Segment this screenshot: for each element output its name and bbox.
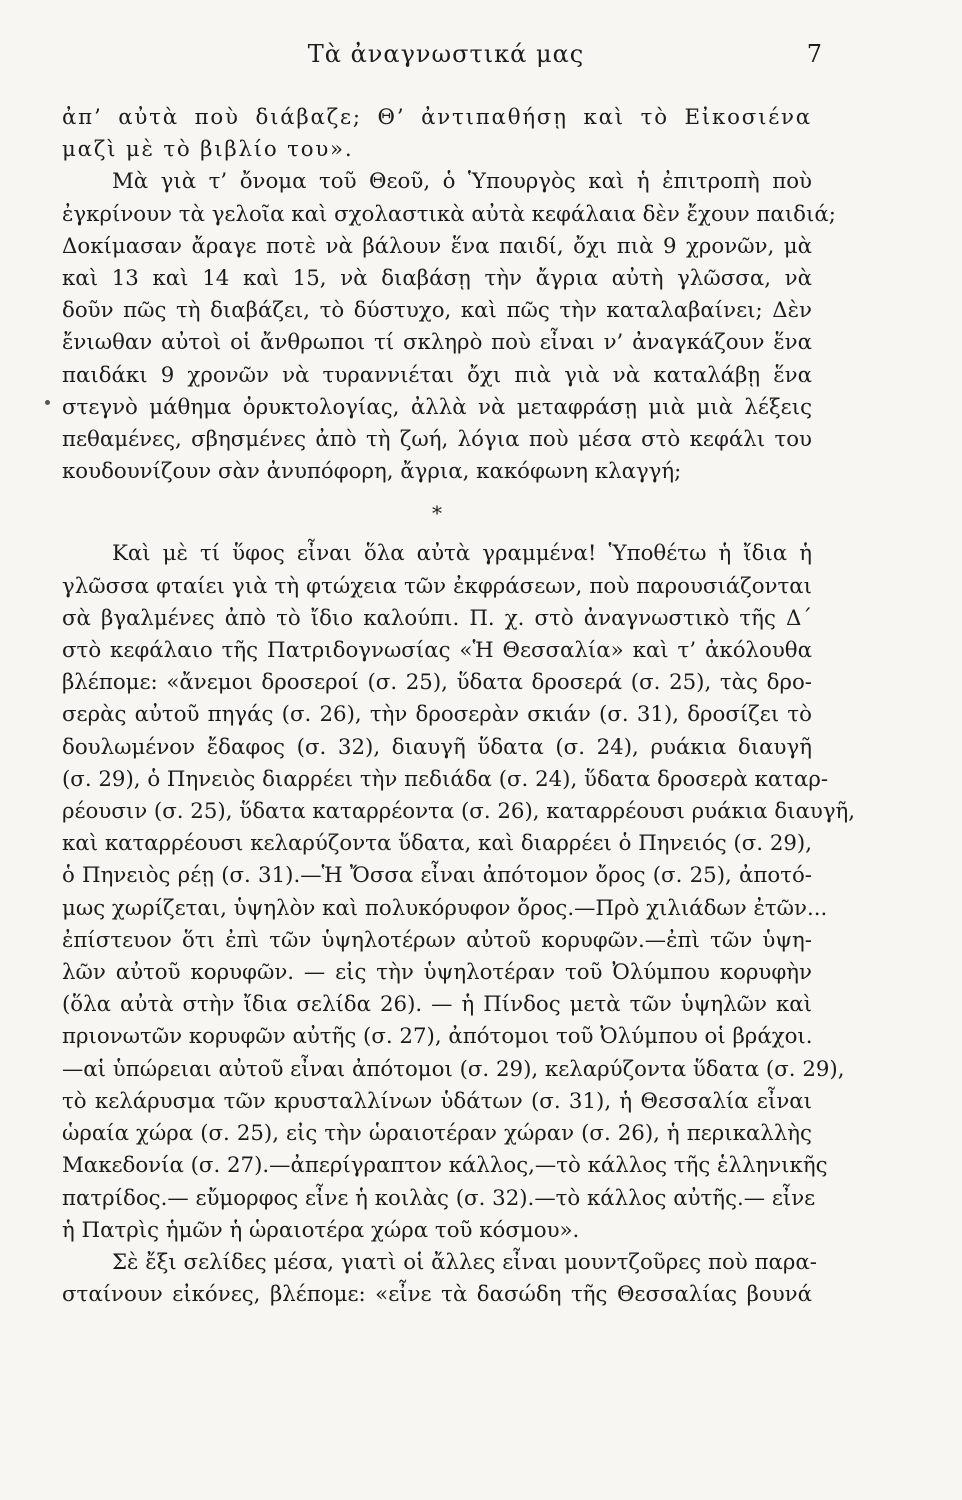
text-line: μαζὶ μὲ τὸ βιβλίο του». — [62, 137, 354, 163]
text-line: παιδάκι 9 χρονῶν νὰ τυραννιέται ὄχι πιὰ γιὰ νὰ καταλάβῃ ἕνα — [62, 362, 812, 388]
text-line: πατρίδος.— εὔμορφος εἶνε ἡ κοιλὰς (σ. 32).—τὸ κάλλος αὐτῆς.— εἶνε — [62, 1185, 816, 1211]
text-line: ρέουσιν (σ. 25), ὕδατα καταρρέοντα (σ. 26), καταρρέουσι ρυάκια διαυγῆ, — [62, 799, 856, 825]
section-separator: * — [432, 501, 442, 526]
text-line: ἀπ’ αὐτὰ ποὺ διάβαζε; Θ’ ἀντιπαθήσῃ καὶ τὸ Εἰκοσιένα — [62, 105, 812, 130]
text-line: καὶ 13 καὶ 14 καὶ 15, νὰ διαβάσῃ τὴν ἄγρια αὐτὴ γλῶσσα, νὰ — [62, 266, 812, 292]
page-header — [70, 40, 822, 80]
text-line: ἔνιωθαν αὐτοὶ οἱ ἄνθρωποι τί σκληρὸ ποὺ εἶναι ν’ ἀναγκάζουν ἕνα — [62, 330, 812, 356]
text-line: δοῦν πῶς τὴ διαβάζει, τὸ δύστυχο, καὶ πῶς τὴν καταλαβαίνει; Δὲν — [62, 298, 812, 324]
text-line: κουδουνίζουν σὰν ἀνυπόφορη, ἄγρια, κακόφωνη κλαγγή; — [62, 459, 682, 485]
text-line: —αἱ ὑπώρειαι αὐτοῦ εἶναι ἀπότομοι (σ. 29), κελαρύζοντα ὕδατα (σ. 29), — [62, 1056, 845, 1082]
text-line: σταίνουν εἰκόνες, βλέπομε: «εἶνε τὰ δασώδη τῆς Θεσσαλίας βουνά — [62, 1282, 812, 1308]
text-line: λῶν αὐτοῦ κορυφῶν. — εἰς τὴν ὑψηλοτέραν τοῦ Ὀλύμπου κορυφὴν — [62, 960, 812, 986]
text-line: καὶ καταρρέουσι κελαρύζοντα ὕδατα, καὶ διαρρέει ὁ Πηνειός (σ. 29), — [62, 831, 812, 857]
text-line: ἐπίστευον ὅτι ἐπὶ τῶν ὑψηλοτέρων αὐτοῦ κορυφῶν.—ἐπὶ τῶν ὑψη- — [62, 927, 812, 953]
text-line: σὰ βγαλμένες ἀπὸ τὸ ἴδιο καλούπι. Π. χ. στὸ ἀναγνωστικὸ τῆς Δ΄ — [62, 605, 812, 631]
text-line: Μὰ γιὰ τ’ ὄνομα τοῦ Θεοῦ, ὁ Ὑπουργὸς καὶ ἡ ἐπιτροπὴ ποὺ — [112, 169, 812, 195]
text-line: ὁ Πηνειὸς ρέῃ (σ. 31).—Ἡ Ὄσσα εἶναι ἀπότομον ὄρος (σ. 25), ἀποτό- — [62, 863, 812, 889]
running-title: Τὰ ἀναγνωστικά μας — [307, 40, 585, 68]
text-line: Δοκίμασαν ἄραγε ποτὲ νὰ βάλουν ἕνα παιδί, ὄχι πιὰ 9 χρονῶν, μὰ — [62, 233, 812, 259]
text-line: (σ. 29), ὁ Πηνειὸς διαρρέει τὴν πεδιάδα (σ. 24), ὕδατα δροσερὰ καταρ- — [62, 766, 829, 792]
text-line: σερὰς αὐτοῦ πηγάς (σ. 26), τὴν δροσερὰν σκιάν (σ. 31), δροσίζει τὸ — [62, 702, 812, 728]
text-line: Μακεδονία (σ. 27).—ἀπερίγραπτον κάλλος,—τὸ κάλλος τῆς ἑλληνικῆς — [62, 1153, 828, 1179]
text-line: γλῶσσα φταίει γιὰ τὴ φτώχεια τῶν ἐκφράσεων, ποὺ παρουσιάζονται — [62, 573, 812, 599]
print-speck — [45, 400, 50, 405]
text-line: στεγνὸ μάθημα ὀρυκτολογίας, ἀλλὰ νὰ μεταφράσῃ μιὰ μιὰ λέξεις — [62, 394, 812, 420]
text-line: δουλωμένον ἔδαφος (σ. 32), διαυγῆ ὕδατα (σ. 24), ρυάκια διαυγῆ — [62, 734, 812, 760]
text-line: Καὶ μὲ τί ὕφος εἶναι ὅλα αὐτὰ γραμμένα! Ὑποθέτω ἡ ἴδια ἡ — [112, 541, 812, 567]
text-line: μως χωρίζεται, ὑψηλὸν καὶ πολυκόρυφον ὄρος.—Πρὸ χιλιάδων ἐτῶν... — [62, 895, 828, 921]
text-line: Σὲ ἔξι σελίδες μέσα, γιατὶ οἱ ἄλλες εἶναι μουντζοῦρες ποὺ παρα- — [112, 1249, 817, 1275]
text-line: βλέπομε: «ἄνεμοι δροσεροί (σ. 25), ὕδατα δροσερά (σ. 25), τὰς δρο- — [62, 670, 812, 696]
text-line: τὸ κελάρυσμα τῶν κρυσταλλίνων ὑδάτων (σ. 31), ἡ Θεσσαλία εἶναι — [62, 1088, 812, 1114]
text-line: στὸ κεφάλαιο τῆς Πατριδογνωσίας «Ἡ Θεσσαλία» καὶ τ’ ἀκόλουθα — [62, 638, 812, 664]
paragraph-style-critique — [62, 538, 856, 1246]
text-line: ἡ Πατρὶς ἡμῶν ἡ ὡραιοτέρα χώρα τοῦ κόσμου». — [62, 1217, 580, 1243]
page-number: 7 — [806, 40, 822, 68]
text-line: ἐγκρίνουν τὰ γελοῖα καὶ σχολαστικὰ αὐτὰ κεφάλαια δὲν ἔχουν παιδιά; — [62, 201, 836, 227]
paragraph-final — [62, 1247, 817, 1311]
page-body — [62, 102, 856, 1311]
paragraph-textbook-critique — [62, 166, 836, 488]
text-line: (ὅλα αὐτὰ στὴν ἴδια σελίδα 26). — ἡ Πίνδος μετὰ τῶν ὑψηλῶν καὶ — [62, 992, 812, 1018]
text-line: πεθαμένες, σβησμένες ἀπὸ τὴ ζωή, λόγια ποὺ μέσα στὸ κεφάλι του — [62, 427, 812, 453]
text-line: πριονωτῶν κορυφῶν αὐτῆς (σ. 27), ἀπότομοι τοῦ Ὀλύμπου οἱ βράχοι. — [62, 1024, 813, 1050]
text-line: ὡραία χώρα (σ. 25), εἰς τὴν ὡραιοτέραν χώραν (σ. 26), ἡ περικαλλὴς — [62, 1121, 812, 1147]
paragraph-continuation — [62, 102, 812, 166]
